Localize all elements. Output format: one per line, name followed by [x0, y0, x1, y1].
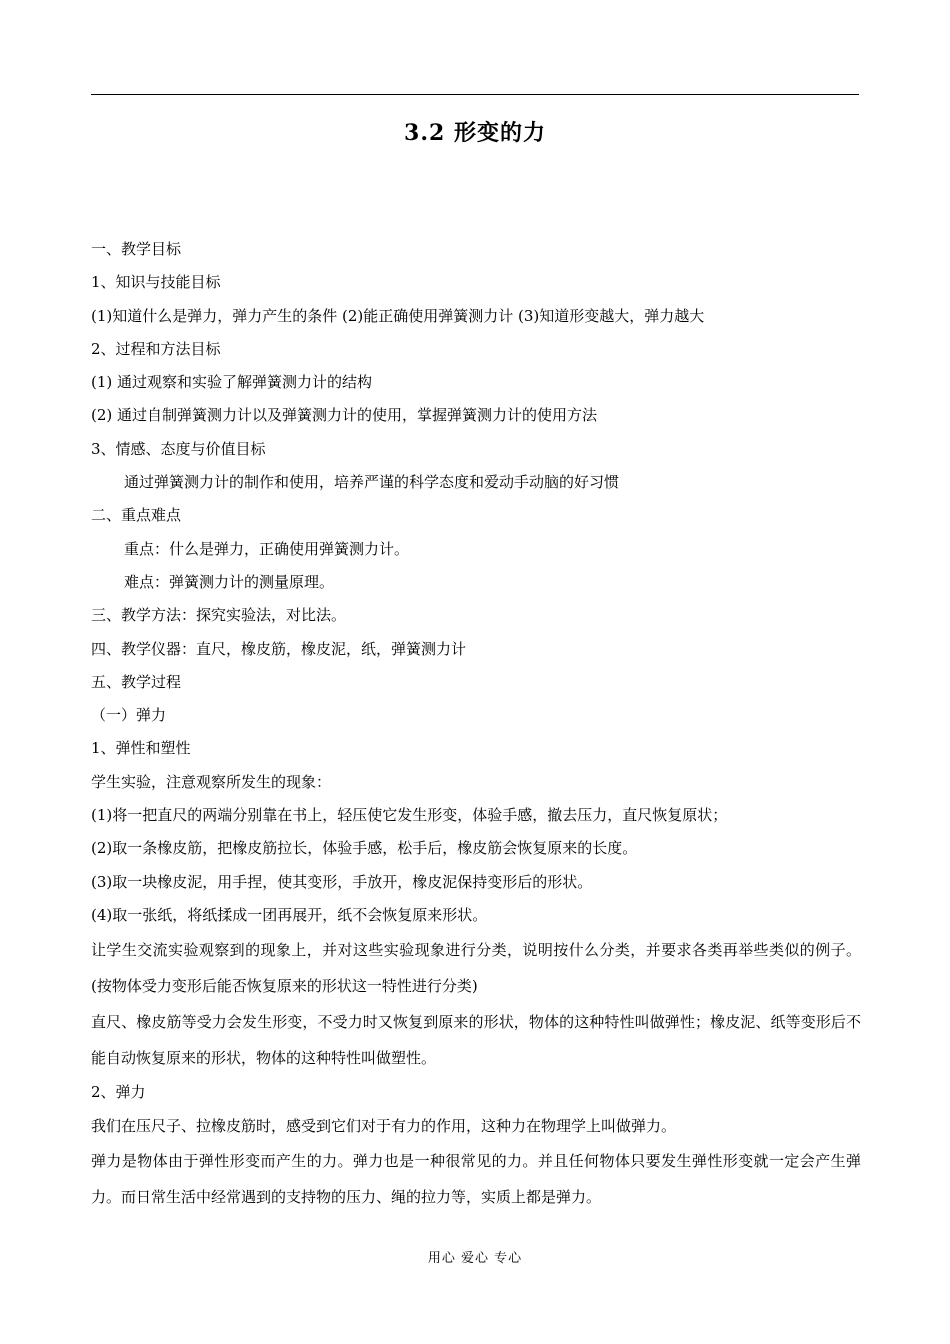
section-heading: 三、教学方法：探究实验法，对比法。	[91, 606, 347, 625]
document-title: 3.2 形变的力	[404, 120, 546, 146]
section-heading: 五、教学过程	[91, 672, 182, 691]
paragraph: 让学生交流实验观察到的现象上，并对这些实验现象进行分类，说明按什么分类，并要求各类再举些类似的例子。(按物体受力变形后能否恢复原来的形状这一特性进行分类)	[91, 941, 861, 996]
subsection-heading: 2、弹力	[91, 1083, 146, 1102]
paragraph-line: (2)取一条橡皮筋，把橡皮筋拉长，体验手感，松手后，橡皮筋会恢复原来的长度。	[91, 839, 638, 858]
paragraph-line: 通过弹簧测力计的制作和使用，培养严谨的科学态度和爱动手动脑的好习惯	[124, 473, 620, 492]
subsection-heading: 2、过程和方法目标	[91, 339, 221, 358]
section-heading: 四、教学仪器：直尺，橡皮筋，橡皮泥，纸，弹簧测力计	[91, 639, 467, 658]
paragraph-line: 重点：什么是弹力，正确使用弹簧测力计。	[124, 539, 410, 558]
paragraph-line: (1) 通过观察和实验了解弹簧测力计的结构	[91, 373, 373, 392]
subsection-heading: 1、弹性和塑性	[91, 739, 191, 758]
paragraph-line: 我们在压尺子、拉橡皮筋时，感受到它们对于有力的作用，这种力在物理学上叫做弹力。	[91, 1116, 677, 1135]
document-body	[91, 233, 861, 1215]
paragraph-line: (4)取一张纸，将纸揉成一团再展开，纸不会恢复原来形状。	[91, 905, 488, 924]
section-heading: 一、教学目标	[91, 240, 182, 258]
paragraph-line: 学生实验，注意观察所发生的现象：	[91, 772, 332, 791]
subsection-heading: （一）弹力	[91, 706, 167, 725]
paragraph-line: (2) 通过自制弹簧测力计以及弹簧测力计的使用，掌握弹簧测力计的使用方法	[91, 406, 598, 425]
subsection-heading: 3、情感、态度与价值目标	[91, 439, 266, 458]
section-heading: 二、重点难点	[91, 506, 182, 525]
header-rule	[91, 94, 859, 95]
subsection-heading: 1、知识与技能目标	[91, 273, 221, 292]
paragraph: 直尺、橡皮筋等受力会发生形变，不受力时又恢复到原来的形状，物体的这种特性叫做弹性；橡皮泥、纸等变形后不能自动恢复原来的形状，物体的这种特性叫做塑性。	[91, 1013, 861, 1068]
paragraph-line: 难点：弹簧测力计的测量原理。	[124, 572, 335, 591]
paragraph-line: (3)取一块橡皮泥，用手捏，使其变形，手放开，橡皮泥保持变形后的形状。	[91, 872, 593, 891]
paragraph: 弹力是物体由于弹性形变而产生的力。弹力也是一种很常见的力。并且任何物体只要发生弹性形变就一定会产生弹力。而日常生活中经常遇到的支持物的压力、绳的拉力等，实质上都是弹力。	[91, 1151, 861, 1206]
page-footer: 用心 爱心 专心	[427, 1251, 523, 1266]
paragraph-line: (1)知道什么是弹力，弹力产生的条件 (2)能正确使用弹簧测力计 (3)知道形变越大，弹力越大	[91, 306, 705, 325]
paragraph-line: (1)将一把直尺的两端分别靠在书上，轻压使它发生形变，体验手感，撤去压力，直尺恢复原状；	[91, 806, 728, 825]
